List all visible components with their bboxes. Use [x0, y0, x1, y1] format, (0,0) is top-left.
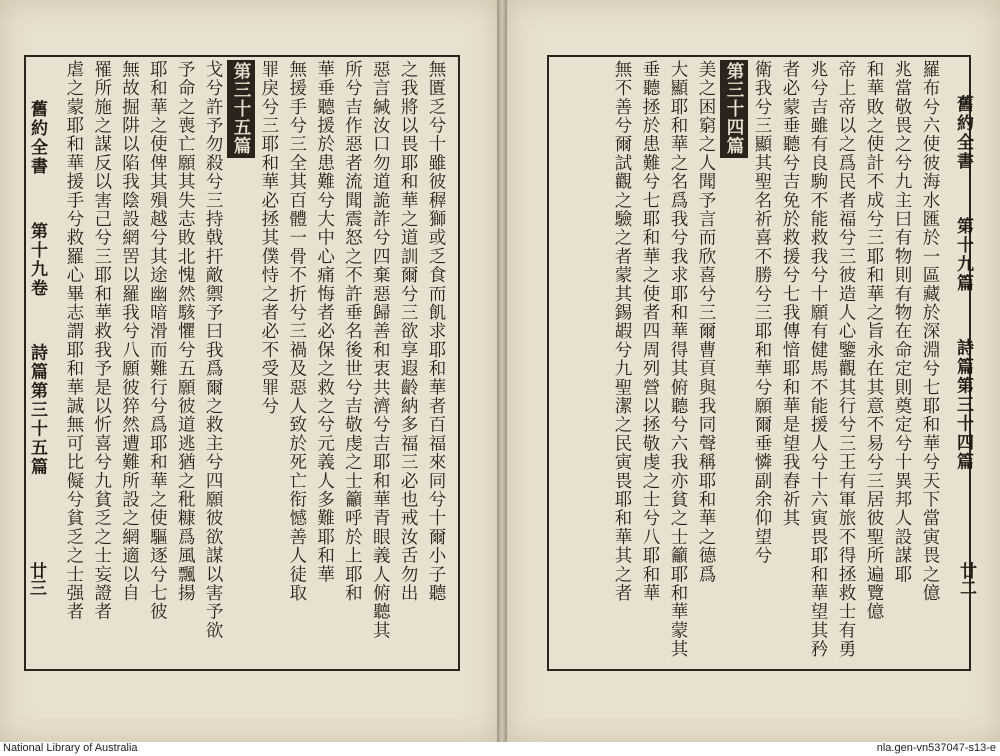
text-column: 虐之蒙耶和華援手兮救羅心畢志謂耶和華誠無可比儗兮貧乏之士强者: [63, 60, 84, 621]
right-page-number: 廿二: [956, 562, 976, 596]
text-column: 垂聽拯於患難兮七耶和華之使者四周列營以拯敬虔之士兮八耶和華: [640, 60, 660, 603]
text-column: 罪戾兮三耶和華必拯其僕恃之者必不受罪兮: [258, 60, 279, 416]
text-column: 羅布兮六使彼海水匯於一區藏於深淵兮七耶和華兮天下當寅畏之億: [920, 60, 940, 603]
left-page: [0, 0, 497, 742]
psalm-title: 第三十五篇: [227, 60, 255, 158]
footer-identifier: nla.gen-vn537047-s13-e: [876, 742, 996, 754]
right-header-book: 舊約全書: [953, 95, 973, 171]
text-column: 之我將以畏耶和華之道訓爾兮三欲享遐齡納多福三必也戒汝舌勿出: [398, 60, 419, 603]
left-header-volume: 第十九卷: [27, 221, 47, 298]
right-text-columns: [549, 60, 944, 660]
text-column: 帝上帝以之爲民者福兮三彼造人心鑒觀其行兮三王有軍旅不得拯救士有勇: [836, 60, 856, 659]
right-page-header: [950, 95, 976, 695]
text-column: 無故掘阱以陷我陰設網罟以羅我兮八願彼猝然遭難所設之網適以自: [119, 60, 140, 603]
footer-credit: National Library of Australia: [3, 742, 138, 754]
footer-bar: [0, 742, 1000, 756]
left-page-number: 廿三: [26, 562, 46, 596]
text-column: [227, 60, 255, 660]
text-column: 華垂聽援於患難兮大中心痛悔者必保之救之兮元義人多難耶和華: [314, 60, 335, 584]
text-column: 耶和華之使俾其殞越兮其途幽暗滑而難行兮爲耶和華之使驅逐兮七彼: [147, 60, 168, 621]
text-column: 大顯耶和華之名爲我兮我求耶和華得其俯聽兮六我亦貧之士籲耶和華蒙其: [668, 60, 688, 659]
text-column: 衛我兮三顯其聖名祈喜不勝兮三耶和華兮願爾垂憐副余仰望兮: [752, 60, 772, 565]
text-column: 罹所施之謀反以害己兮三耶和華救我予是以忻喜兮九貧乏之士妄證者: [91, 60, 112, 621]
text-column: 予命之喪亡願其失志敗北愧然駭懼兮五願彼道逃猶之秕糠爲風飄揚: [175, 60, 196, 603]
book-gutter: [497, 0, 507, 742]
text-column: 兆兮吉雖有良駒不能救我兮十願有健馬不能援人兮十六寅畏耶和華望其矜: [808, 60, 828, 659]
text-column: 無援手兮三全其百體一骨不折兮三禍及惡人致於死亡衔憾善人徒取: [286, 60, 307, 603]
left-header-section: 詩篇第三十五篇: [27, 343, 47, 477]
psalm-title: 第三十四篇: [720, 60, 748, 158]
text-column: 美之困窮之人聞予言而欣喜兮三爾曹頁與我同聲稱耶和華之德爲: [696, 60, 716, 584]
right-header-volume: 第十九篇: [953, 216, 973, 293]
text-column: 戈兮許予勿殺兮三持戟扞敵禦予曰我爲爾之救主兮四願彼欲謀以害予欲: [203, 60, 224, 640]
text-column: 者必蒙垂聽兮吉免於救援兮七我傳愔耶和華是望我舂祈其: [780, 60, 800, 528]
right-header-section: 詩篇第三十四篇: [953, 338, 973, 472]
text-column: 無匱乏兮十雖彼稺獅或乏食而飢求耶和華者百福來同兮十爾小子聽: [426, 60, 446, 603]
right-page: [507, 0, 1000, 742]
left-page-header: [22, 100, 50, 700]
text-column: 惡言緘汝口勿道詭詐兮四棄惡歸善和衷共濟兮吉耶和華青眼義人俯聽其: [370, 60, 391, 640]
text-column: 和華敗之使計不成兮三耶和華之旨永在其意不易兮三居彼聖所遍覽億: [864, 60, 884, 621]
text-column: 所兮吉作惡者流聞震怒之不許垂名後世兮吉敬虔之士籲呼於上耶和: [342, 60, 363, 603]
text-column: [720, 60, 748, 660]
text-column: 無不善兮爾試觀之驗之者蒙其錫嘏兮九聖潔之民寅畏耶和華其之者: [612, 60, 632, 603]
text-column: 兆當敬畏之兮九主曰有物則有物在命定則奠定兮十異邦人設謀耶: [892, 60, 912, 584]
left-header-book: 舊約全書: [27, 100, 47, 176]
left-text-columns: [60, 60, 450, 660]
